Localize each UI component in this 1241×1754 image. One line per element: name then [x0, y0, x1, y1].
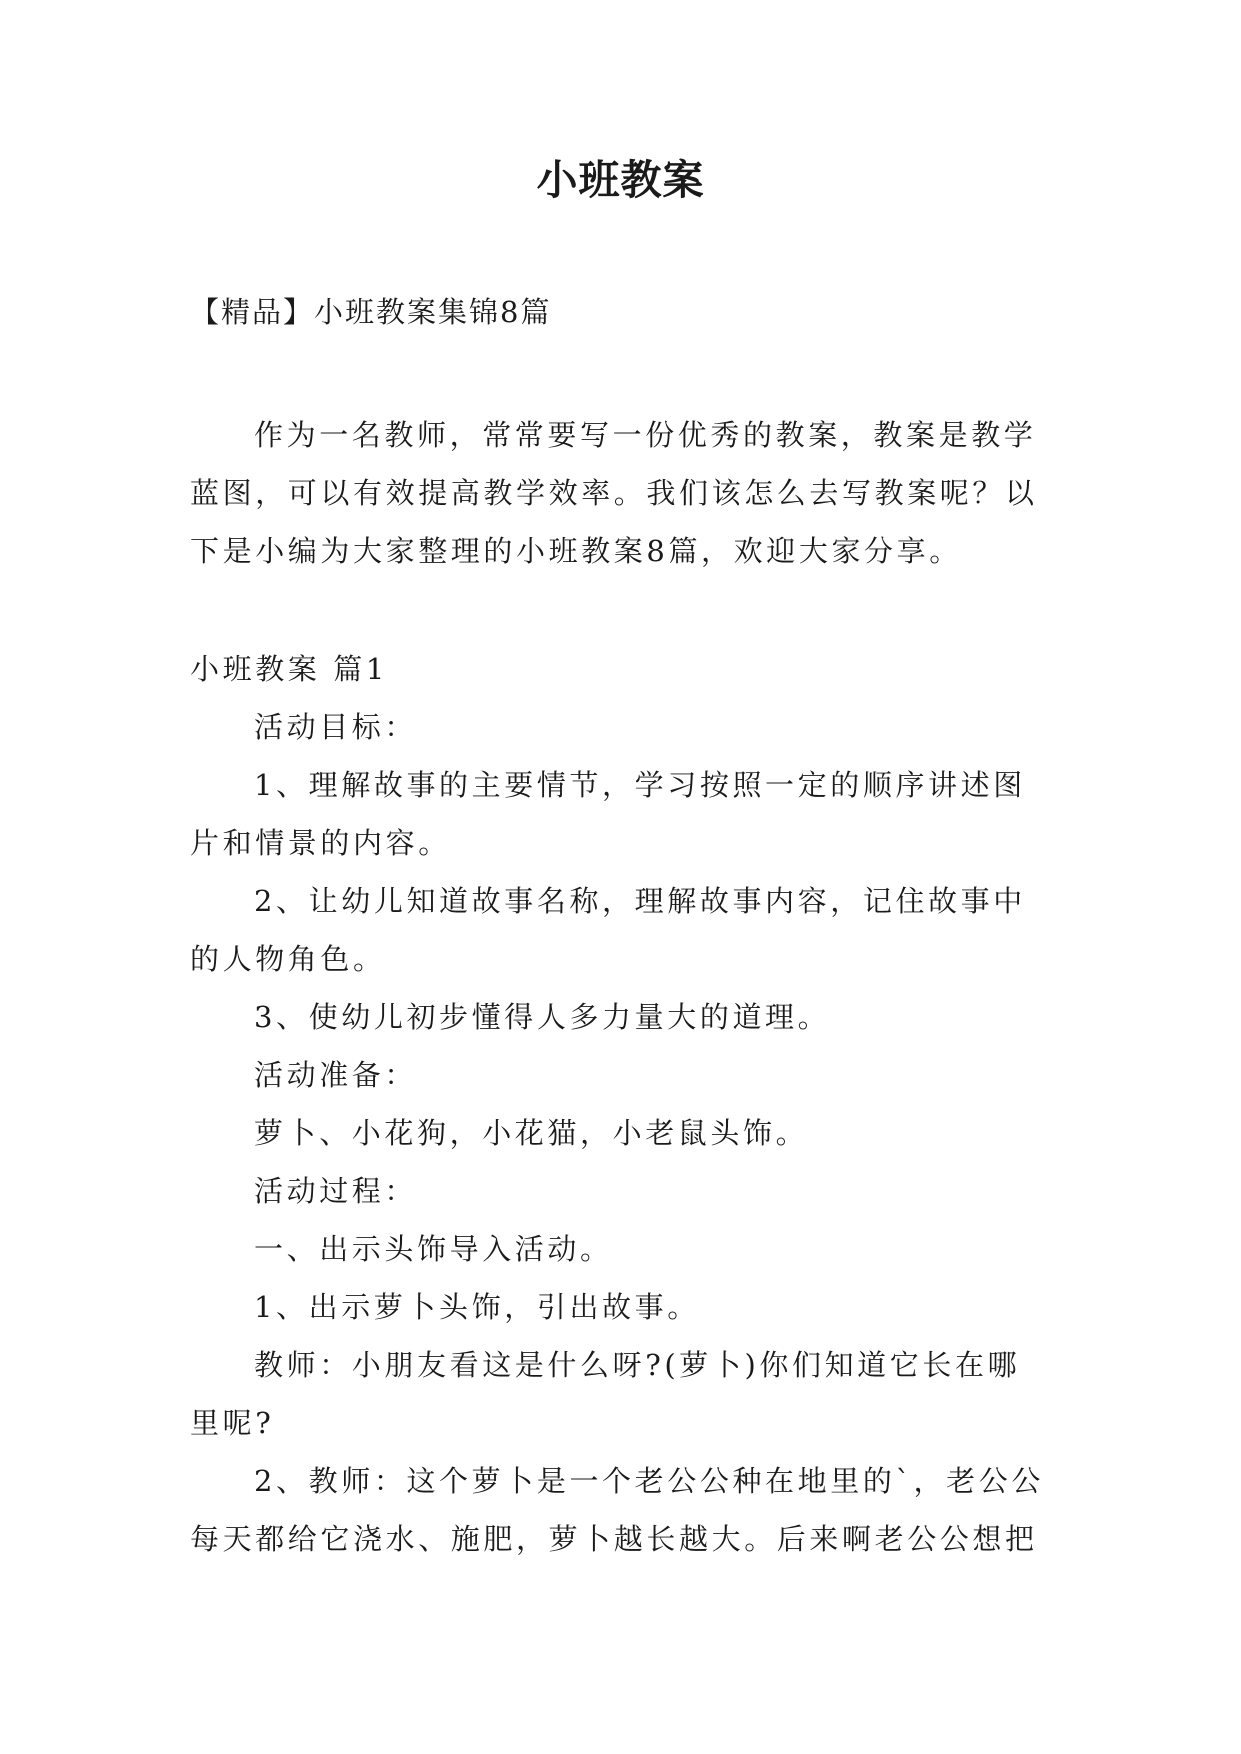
paragraph: 1、理解故事的主要情节，学习按照一定的顺序讲述图片和情景的内容。: [190, 768, 1026, 860]
intro-paragraph: 作为一名教师，常常要写一份优秀的教案，教案是教学蓝图，可以有效提高教学效率。我们该怎么去写教案呢？以下是小编为大家整理的小班教案8篇，欢迎大家分享。: [190, 418, 1038, 568]
intro-section: [190, 406, 1052, 580]
paragraph: 教师：小朋友看这是什么呀?(萝卜)你们知道它长在哪里呢?: [190, 1348, 1021, 1440]
paragraph: 1、出示萝卜头饰，引出故事。: [254, 1290, 700, 1324]
paragraph: 2、教师：这个萝卜是一个老公公种在地里的`，老公公每天都给它浇水、施肥，萝卜越长越大。后来啊老公公想把: [190, 1464, 1044, 1556]
paragraph: 活动过程：: [254, 1174, 418, 1208]
paragraph: 活动目标：: [254, 710, 418, 744]
document-title: 小班教案: [536, 156, 705, 204]
paragraph: 萝卜、小花狗，小花猫，小老鼠头饰。: [254, 1116, 809, 1150]
paragraph: 活动准备：: [254, 1058, 418, 1092]
section-heading: 小班教案 篇1: [190, 652, 388, 686]
document-subtitle: 【精品】小班教案集锦8篇: [190, 295, 552, 329]
paragraph: 3、使幼儿初步懂得人多力量大的道理。: [254, 1000, 831, 1034]
section-content: [190, 640, 1052, 1568]
paragraph: 一、出示头饰导入活动。: [254, 1232, 613, 1266]
paragraph: 2、让幼儿知道故事名称，理解故事内容，记住故事中的人物角色。: [190, 884, 1026, 976]
